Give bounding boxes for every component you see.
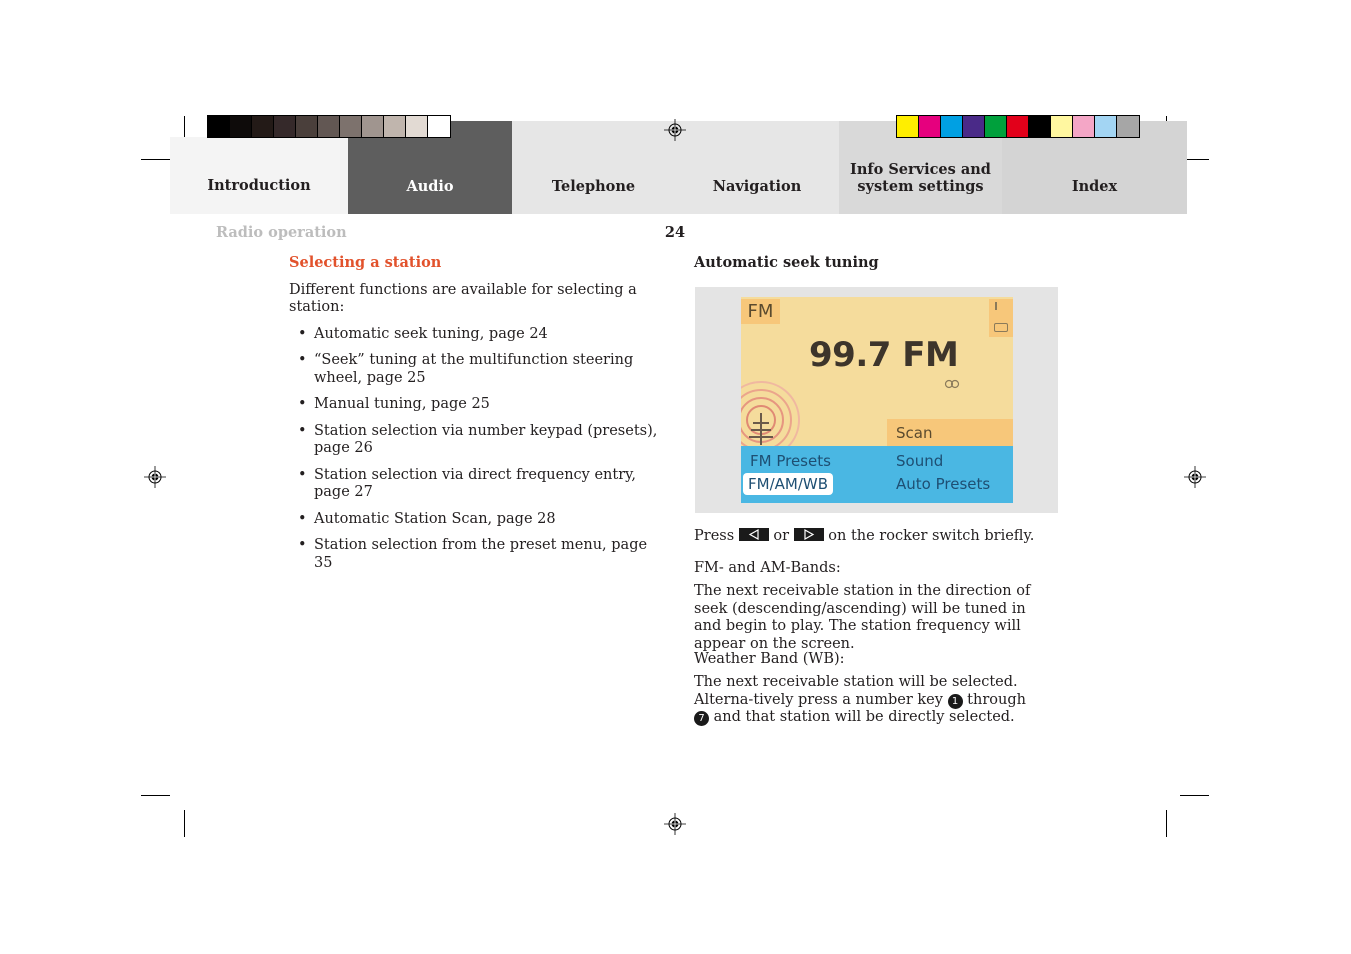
tab-label: Introduction: [207, 177, 311, 194]
page-number: 24: [664, 224, 686, 241]
tab-navigation[interactable]: [675, 121, 839, 214]
color-swatch: [296, 116, 318, 137]
menu-bar: [741, 446, 1013, 503]
color-swatch: [1007, 116, 1029, 137]
antenna-signal-icon: [741, 375, 803, 447]
list-item: • Station selection via direct frequency entry, page 27: [289, 467, 669, 502]
color-swatch: [208, 116, 230, 137]
list-item: • Automatic seek tuning, page 24: [289, 326, 669, 344]
color-swatch: [274, 116, 296, 137]
registration-mark-icon: [1184, 466, 1206, 488]
crop-mark: [141, 795, 170, 796]
tab-introduction[interactable]: [170, 137, 348, 214]
registration-mark-icon: [664, 119, 686, 141]
color-swatch: [919, 116, 941, 137]
tab-label: Telephone: [551, 178, 636, 195]
color-swatch: [318, 116, 340, 137]
auto-presets-menu-item[interactable]: Auto Presets: [896, 475, 991, 493]
color-swatch: [428, 116, 450, 137]
band-label: FM: [741, 299, 780, 324]
subsection-heading: Automatic seek tuning: [694, 254, 879, 271]
function-list: [289, 326, 669, 573]
press-instruction: Press or on the rocker switch briefly.: [694, 528, 1035, 544]
color-swatch: [1095, 116, 1117, 137]
color-swatch: [1051, 116, 1073, 137]
tab-telephone[interactable]: [512, 121, 675, 214]
color-swatch: [340, 116, 362, 137]
list-item: • Station selection via number keypad (presets), page 26: [289, 423, 669, 458]
list-item: • Automatic Station Scan, page 28: [289, 511, 669, 529]
frequency-display: 99.7 FM: [809, 335, 959, 375]
color-swatch: [985, 116, 1007, 137]
number-key-7-icon: 7: [694, 711, 709, 726]
wb-label: Weather Band (WB):: [694, 651, 845, 667]
status-icons: [989, 299, 1013, 337]
registration-mark-icon: [664, 813, 686, 835]
stereo-icon: [944, 379, 960, 389]
color-swatch: [406, 116, 428, 137]
crop-mark: [184, 810, 185, 837]
radio-display-image: [741, 297, 1013, 503]
fm-presets-menu-item[interactable]: FM Presets: [750, 452, 831, 470]
sound-menu-item[interactable]: Sound: [896, 452, 944, 470]
tab-label: Info Services and system settings: [850, 161, 991, 195]
color-swatch: [963, 116, 985, 137]
tab-label: Audio: [406, 178, 454, 195]
number-key-1-icon: 1: [948, 694, 963, 709]
crop-mark: [1166, 810, 1167, 837]
section-heading: Selecting a station: [289, 254, 442, 271]
running-head: Radio operation: [216, 224, 347, 241]
color-swatch: [1117, 116, 1139, 137]
fm-am-description: The next receivable station in the direction of seek (descending/ascending) will be tuned in and begin to play. The station frequency will appear on the screen.: [694, 583, 1031, 652]
fm-am-label: FM- and AM-Bands:: [694, 560, 841, 576]
registration-mark-icon: [144, 466, 166, 488]
crop-mark: [1180, 795, 1209, 796]
tab-label: Navigation: [712, 178, 802, 195]
crop-mark: [141, 159, 170, 160]
color-swatch: [384, 116, 406, 137]
color-swatch: [897, 116, 919, 137]
intro-text: Different functions are available for selecting a station:: [289, 281, 637, 315]
color-swatch: [1029, 116, 1051, 137]
list-item: • Manual tuning, page 25: [289, 396, 669, 414]
color-swatch: [252, 116, 274, 137]
wb-description: The next receivable station will be selected. Alterna-tively press a number key 1 through 7 and that station will be directly selected.: [694, 674, 1026, 725]
color-swatch: [1073, 116, 1095, 137]
list-item: • Station selection from the preset menu, page 35: [289, 537, 669, 572]
scan-menu-item[interactable]: Scan: [887, 419, 1013, 446]
color-swatch: [941, 116, 963, 137]
fm-am-wb-menu-item[interactable]: FM/AM/WB: [743, 473, 833, 495]
color-swatch: [362, 116, 384, 137]
tab-label: Index: [1071, 178, 1118, 195]
color-swatch: [230, 116, 252, 137]
seek-left-key-icon: [739, 528, 769, 541]
grayscale-bar: [207, 115, 451, 138]
left-column: [289, 254, 669, 581]
color-bar: [896, 115, 1140, 138]
list-item: • “Seek” tuning at the multifunction steering wheel, page 25: [289, 352, 669, 387]
seek-right-key-icon: [794, 528, 824, 541]
